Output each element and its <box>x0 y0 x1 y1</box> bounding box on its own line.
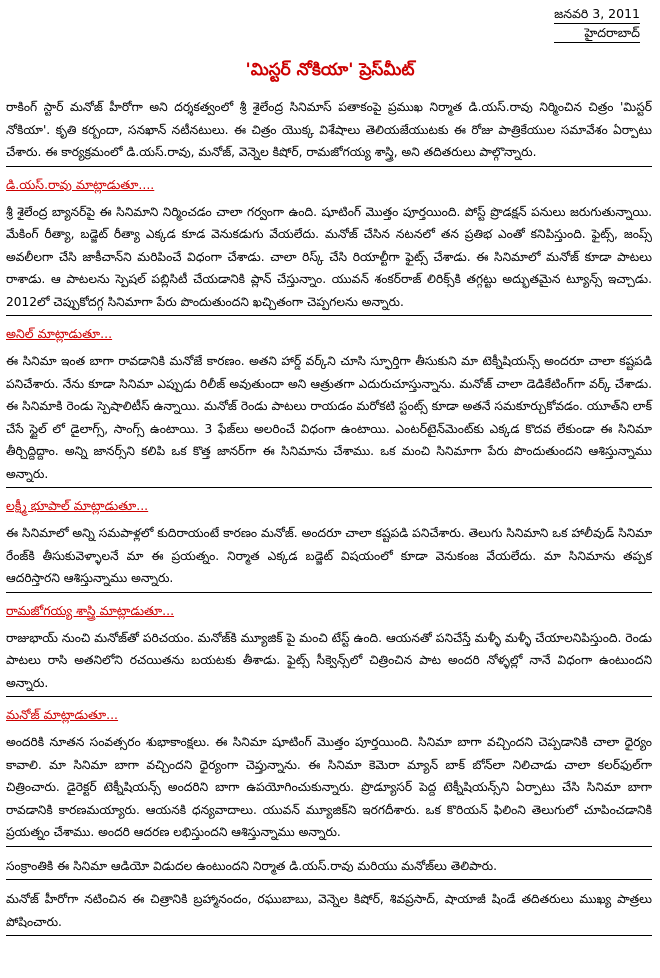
speaker-paragraph: శ్రీ శైలేంద్ర బ్యానర్‌పై ఈ సినిమాని నిర్మించడం చాలా గర్వంగా ఉంది. షూటింగ్ మొత్తం పూర్తయింది. పోస్ట్ ప్రొడక్షన్ పనులు జరుగుతున్నాయి. మేకింగ్ రీత్యా, బడ్జెట్ రీత్యా ఎక్కడ కూడ వెనుకడుగు వేయలేదు. మనోజ్ చేసిన నటనలో తన ప్రతిభ ఎంతో కనిపిస్తుంది. ఫైట్స్, జంప్స్ అవలీలగా చేసి జాకీచాన్‌ని మరిపించే విధంగా చేశాడు. చాలా రిస్క్ చేసి రియాల్టీగా ఫైట్స్ చేశాడు. ఈ సినిమాలో మనోజ్ కూడా పాటలు రాశాడు. ఆ పాటలను స్పెషల్ పబ్లిసిటీ చేయడానికి ప్లాన్ చేస్తున్నాం. యువన్ శంకర్‌రాజ్ లిరిక్స్‌కి తగ్గట్టు అద్భుతమైన ట్యూన్స్ ఇచ్చాడు. 2012లో చెప్పుకోదగ్గ సినిమాగా పేరు పొందుతుందని ఖచ్చితంగా చెప్పగలను అన్నారు. <box>6 201 652 317</box>
speaker-heading: లక్ష్మీ భూపాల్ మాట్లాడుతూ... <box>6 498 149 513</box>
place-divider <box>554 42 640 43</box>
speaker-heading: రామజోగయ్య శాస్త్రి మాట్లాడుతూ... <box>6 602 175 618</box>
speaker-paragraph: అందరికి నూతన సంవత్సరం శుభాకాంక్షలు. ఈ సినిమా షూటింగ్ మొత్తం పూర్తయింది. సినిమా బాగా వచ్చిందని చెప్పడానికి చాలా ధైర్యం కావాలి. మా సినిమా బాగా వచ్చిందని ధైర్యంగా చెప్తున్నాను. ఈ సినిమా కెమెరా మ్యాన్ బాక్ బోన్‌లా నిలిచాడు చాలా కలర్‌ఫుల్‌గా చిత్రించారు. డైరెక్టర్ టెక్నీషియన్స్ అందరిని బాగా ఉపయోగించుకున్నారు. ప్రొడ్యూసర్ పెద్ద టెక్నీషియన్స్‌ని ఏర్పాటు చేసి సినిమా బాగా రావడానికి కారణమయ్యారు. ఆయనకి ధన్యవాదాలు. యువన్ మ్యూజిక్‌ని ఇరగదీశారు. ఒక కొరియన్ ఫిలింని తెలుగులో చూపించడానికి ప్రయత్నం చేశాము. అందరి ఆదరణ లభిస్తుందని ఆశిస్తున్నాము అన్నారు. <box>6 731 652 847</box>
speaker-paragraph: ఈ సినిమాలో అన్ని సమపాళ్లలో కుదిరాయంటే కారణం మనోజ్. అందరూ చాలా కష్టపడి పనిచేశారు. తెలుగు సినిమాని ఒక హాలీవుడ్ సినిమా రేంజ్‌కి తీసుకువెళ్ళాలనే మా ఈ ప్రయత్నం. నిర్మాత ఎక్కడ బడ్జెట్ విషయంలో కూడా వెనుకంజ వేయలేదు. మా సినిమాను తప్పక ఆదరిస్తారని ఆశిస్తున్నాము అన్నారు. <box>6 522 652 593</box>
article-body <box>6 96 652 944</box>
closing-paragraph: సంక్రాంతికి ఈ సినిమా ఆడియో విడుదల ఉంటుందని నిర్మాత డి.యస్.రావు మరియు మనోజ్‌లు తెలిపారు. <box>6 855 652 881</box>
place-text: హైదరాబాద్ <box>584 25 640 40</box>
date-header <box>554 4 640 42</box>
date-text: జనవరి 3, 2011 <box>554 6 640 21</box>
date-divider <box>554 23 640 24</box>
speaker-paragraph: రాజుభాయ్ నుంచి మనోజ్‌తో పరిచయం. మనోజ్‌కి మ్యూజిక్ పై మంచి టేస్ట్ ఉంది. ఆయనతో పనిచేస్తే మళ్ళీ మళ్ళీ చేయాలనిపిస్తుంది. రెండు పాటలు రాసి అతనిలోని రచయితను బయటకు తీశాడు. ఫైట్స్ సీక్వెన్స్‌లో చిత్రించిన పాట అందరి నోళ్ళల్లో నానే విధంగా ఉంటుందని అన్నారు. <box>6 627 652 698</box>
speaker-paragraph: ఈ సినిమా ఇంత బాగా రావడానికి మనోజే కారణం. అతని హార్డ్ వర్క్‌ని చూసి స్ఫూర్తిగా తీసుకుని మా టెక్నీషియన్స్ అందరూ చాలా కష్టపడి పనిచేశారు. నేను కూడా సినిమా ఎప్పుడు రిలీజ్ అవుతుందా అని ఆత్రుతగా ఎదురుచూస్తున్నాను. మనోజ్ చాలా డెడికేటింగ్‌గా వర్క్ చేశాడు. ఈ సినిమాకి రెండు స్పెషాలిటీస్ ఉన్నాయి. మనోజ్ రెండు పాటలు రాయడం మరోకటి స్టంట్స్ కూడా అతనే సమకూర్చుకోవడం. యూత్‌ని లాక్ చేసే స్టైల్ లో డైలాగ్స్, సాంగ్స్ ఉంటాయి. 3 ఫేజ్‌లు అలరించే విధంగా ఉంటాయి. ఎంటర్‌టైన్‌మెంట్‌కు ఎక్కడ కొదవ లేకుండా ఈ సినిమా తీర్చిద్దిద్దాం. అన్ని జానర్స్‌ని కలిపి ఒక కొత్త జానర్‌గా ఈ సినిమాను చేశాము. ఒక మంచి సినిమాగా పేరు పొందుతుందని ఆశిస్తున్నాము అన్నారు. <box>6 350 652 488</box>
speaker-heading: అనిల్ మాట్లాడుతూ... <box>6 326 113 341</box>
intro-paragraph: రాకింగ్ స్టార్ మనోజ్ హీరోగా అని దర్శకత్వంలో శ్రీ శైలేంద్ర సినిమాస్ పతాకంపై ప్రముఖ నిర్మాత డి.యస్.రావు నిర్మించిన చిత్రం 'మిస్టర్ నోకియా'. కృతి కర్బందా, సనఖాన్ నటీనటులు. ఈ చిత్రం యొక్క విశేషాలు తెలియజేయుటకు ఈ రోజు పాత్రికేయుల సమావేశం ఏర్పాటు చేశారు. ఈ కార్యక్రమంలో డి.యస్.రావు, మనోజ్, వెన్నెల కిషోర్, రామజోగయ్య శాస్త్రి, అని తదితరులు పాల్గొన్నారు. <box>6 96 652 167</box>
closing-paragraph: మనోజ్ హీరోగా నటించిన ఈ చిత్రానికి బ్రహ్మానందం, రఘుబాబు, వెన్నెల కిషోర్, శివప్రసాద్, షాయాజీ షిండే తదితరులు ముఖ్య పాత్రలు పోషించారు. <box>6 888 652 936</box>
speaker-heading: మనోజ్ మాట్లాడుతూ... <box>6 707 119 722</box>
article-title: 'మిస్టర్ నోకియా' ప్రెస్‌మీట్ <box>245 60 415 80</box>
speaker-heading: డి.యస్.రావు మాట్లాడుతూ.... <box>6 176 155 192</box>
